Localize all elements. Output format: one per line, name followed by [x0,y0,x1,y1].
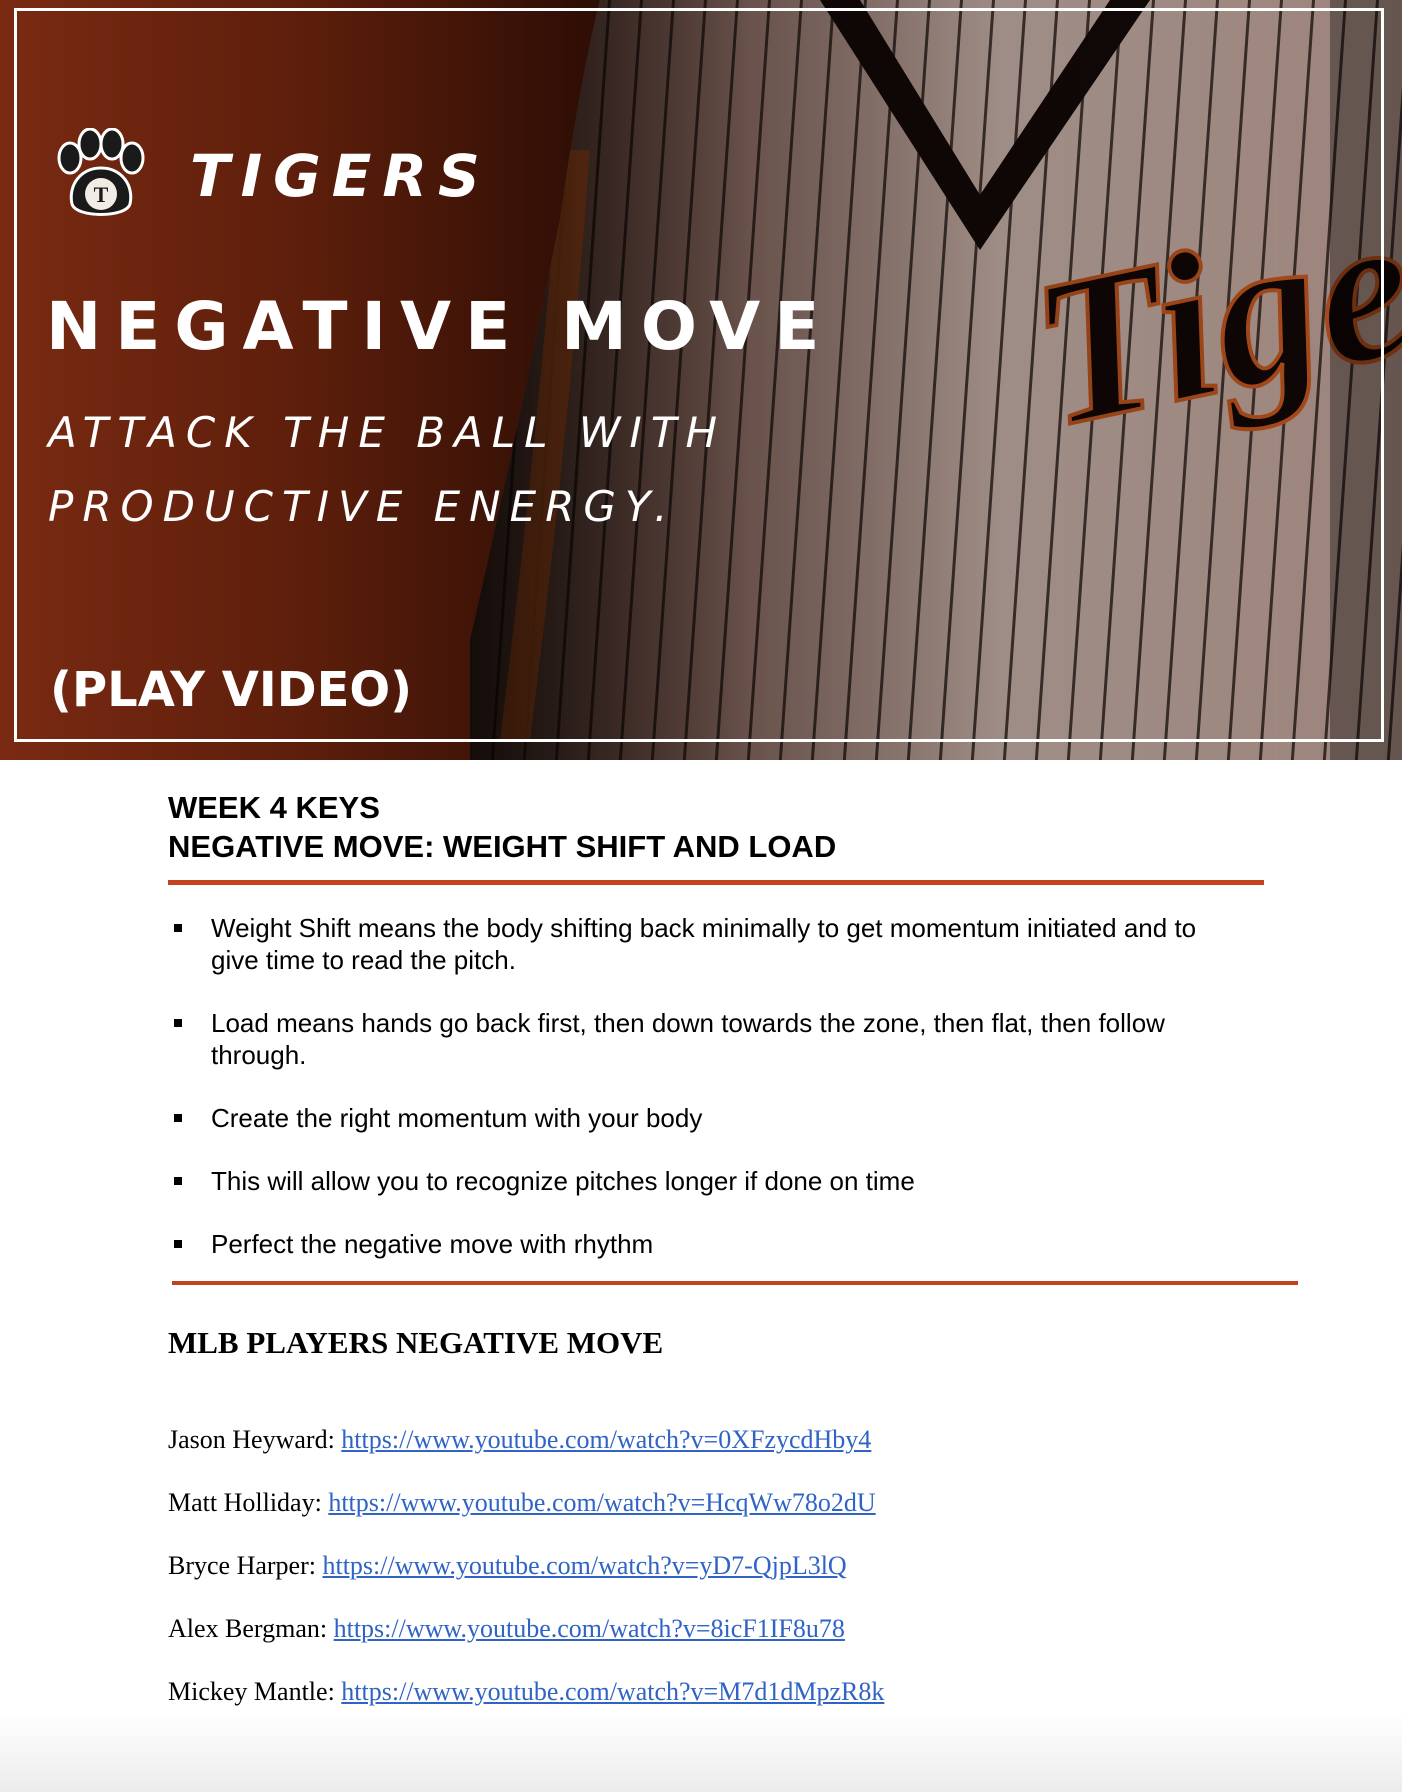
logo-letter: T [93,182,109,207]
video-link[interactable]: https://www.youtube.com/watch?v=yD7-QjpL3lQ [322,1551,847,1580]
list-item: Perfect the negative move with rhythm [168,1228,1228,1260]
divider-top [168,880,1264,885]
hero-title: NEGATIVE MOVE [46,288,834,365]
player-name: Jason Heyward: [168,1425,335,1454]
week-label: WEEK 4 KEYS [168,790,380,825]
mlb-heading: MLB PLAYERS NEGATIVE MOVE [168,1325,664,1360]
team-name: TIGERS [190,142,491,210]
bullet-square-icon [174,1114,182,1122]
hero-frame [14,8,1384,742]
player-name: Mickey Mantle: [168,1677,335,1706]
bullet-square-icon [174,1240,182,1248]
bullet-square-icon [174,924,182,932]
keys-heading-block [168,788,836,866]
list-item: Load means hands go back first, then down towards the zone, then flat, then follow through. [168,1007,1228,1071]
player-links-list [168,1420,884,1735]
section-heading: NEGATIVE MOVE: WEIGHT SHIFT AND LOAD [168,829,837,864]
player-row [168,1546,884,1609]
bullet-square-icon [174,1019,182,1027]
video-link[interactable]: https://www.youtube.com/watch?v=HcqWw78o2dU [328,1488,876,1517]
team-logo-row [50,128,491,224]
hero-subtitle: ATTACK THE BALL WITH PRODUCTIVE ENERGY. [48,408,727,531]
paw-logo-icon [50,128,152,224]
page-bottom-shadow [0,1712,1402,1792]
video-link[interactable]: https://www.youtube.com/watch?v=0XFzycdHby4 [341,1425,872,1454]
video-link[interactable]: https://www.youtube.com/watch?v=M7d1dMpzR8k [341,1677,885,1706]
player-name: Matt Holliday: [168,1488,322,1517]
list-item: Weight Shift means the body shifting back minimally to get momentum initiated and to give time to read the pitch. [168,912,1228,976]
player-name: Bryce Harper: [168,1551,316,1580]
player-row [168,1609,884,1672]
video-link[interactable]: https://www.youtube.com/watch?v=8icF1IF8u78 [333,1614,845,1643]
bullet-square-icon [174,1177,182,1185]
list-item: This will allow you to recognize pitches longer if done on time [168,1165,1228,1197]
player-row [168,1420,884,1483]
list-item: Create the right momentum with your body [168,1102,1228,1134]
divider-bottom [172,1281,1298,1285]
hero-banner [0,0,1402,760]
player-name: Alex Bergman: [168,1614,328,1643]
player-row [168,1483,884,1546]
play-video-link[interactable]: (PLAY VIDEO) [50,662,413,718]
keys-bullet-list [168,912,1228,1291]
